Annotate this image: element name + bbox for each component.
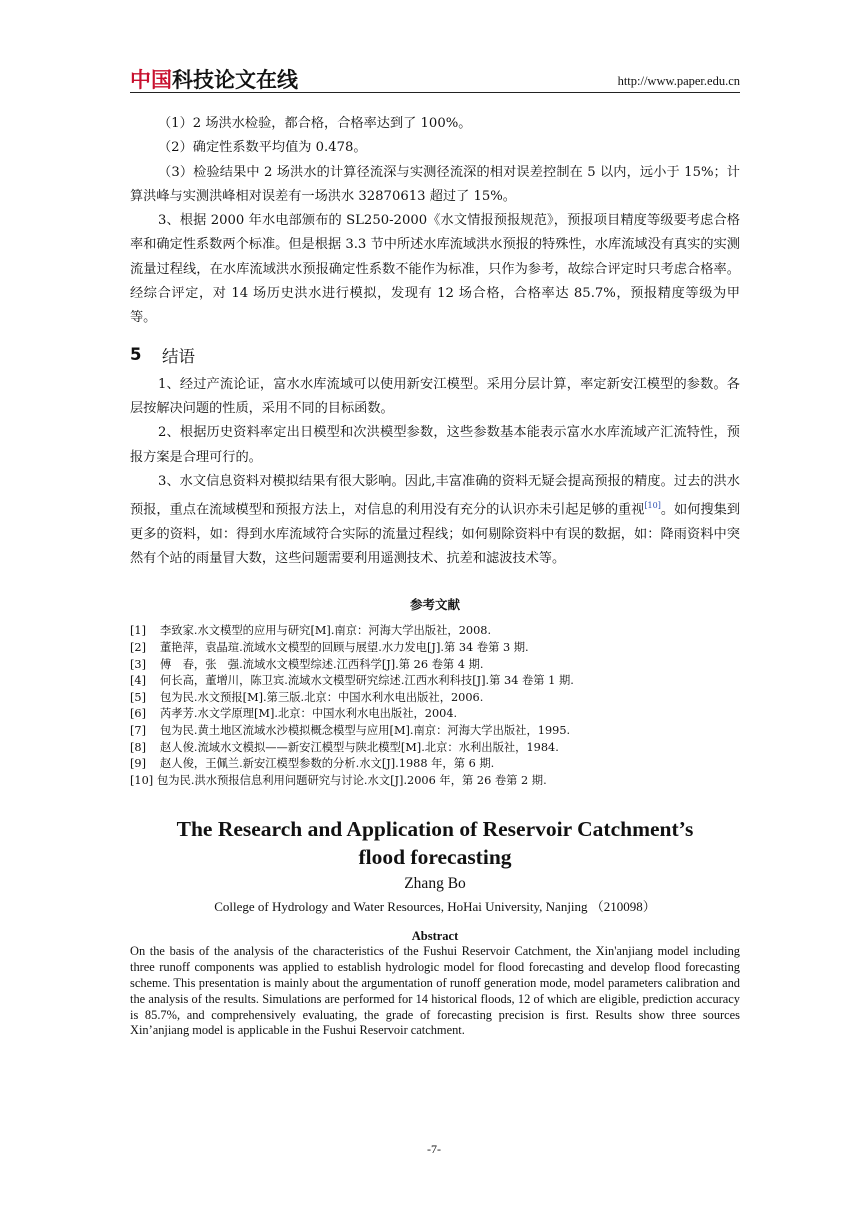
reference-item xyxy=(130,690,740,707)
reference-item xyxy=(130,640,740,657)
citation-link[interactable]: [10] xyxy=(644,501,661,511)
reference-text: 董艳萍，袁晶瑄.流域水文模型的回顾与展望.水力发电[J].第 34 卷第 3 期. xyxy=(160,641,529,655)
reference-text: 傅 春，张 强.流域水文模型综述.江西科学[J].第 26 卷第 4 期. xyxy=(160,657,484,671)
author-name: Zhang Bo xyxy=(404,875,466,893)
reference-item xyxy=(130,623,740,640)
logo-black-text: 科技论文在线 xyxy=(172,68,298,92)
affiliation: College of Hydrology and Water Resources, HoHai University, Nanjing （210098） xyxy=(214,899,656,915)
reference-text: 包为民.黄土地区流域水沙模拟概念模型与应用[M].南京：河海大学出版社，1995. xyxy=(160,724,571,737)
reference-index: [9] xyxy=(130,757,147,771)
reference-text: 包为民.水文预报[M].第三版.北京：中国水利水电出版社，2006. xyxy=(160,690,484,704)
reference-index: [3] xyxy=(130,657,147,671)
abstract-title: Abstract xyxy=(411,929,459,944)
abstract-text: On the basis of the analysis of the characteristics of the Fushui Reservoir Catchment, the Xin'anjiang model including three runoff components was applied to establish hydrologic model for flood forecasting and develop flood forecasting scheme. This presentation is mainly about the argumentation of runoff generation mode, model parameters calibration and the analysis of the results. Simulations are performed for 14 historical floods, 12 of which are eligible, prediction accuracy is 85.7%, and comprehensively evaluating, the grade of forecasting precision is first. Results show three sources Xin’anjiang model is applicable in the Fushui Reservoir catchment. xyxy=(130,944,740,1038)
page-header xyxy=(130,62,740,93)
reference-text: 芮孝芳.水文学原理[M].北京：中国水利水电出版社，2004. xyxy=(160,707,458,721)
reference-index: [5] xyxy=(130,690,147,704)
reference-index: [1] xyxy=(130,624,147,638)
logo-red-text: 中国 xyxy=(130,68,172,92)
reference-index: [10] xyxy=(130,773,154,787)
reference-text: 赵人俊.流域水文模拟——新安江模型与陕北模型[M].北京：水利出版社，1984. xyxy=(160,740,559,754)
reference-text: 包为民.洪水预报信息利用问题研究与讨论.水文[J].2006 年，第 26 卷第 2 期. xyxy=(157,773,547,787)
reference-text: 赵人俊，王佩兰.新安江模型参数的分析.水文[J].1988 年，第 6 期. xyxy=(160,757,495,771)
reference-index: [4] xyxy=(130,674,147,688)
section-heading xyxy=(130,343,740,367)
reference-text: 李致家.水文模型的应用与研究[M].南京：河海大学出版社，2008. xyxy=(160,624,492,638)
result-item-3: （3）检验结果中 2 场洪水的计算径流深与实测径流深的相对误差控制在 5 以内，远小于 15%；计算洪峰与实测洪峰相对误差有一场洪水 32870613 超过了 15%。 xyxy=(130,164,740,204)
conclusion-3 xyxy=(130,470,740,572)
reference-item xyxy=(130,756,740,773)
reference-index: [6] xyxy=(130,707,147,721)
english-title-line-1: The Research and Application of Reservoir Catchment’s xyxy=(176,817,694,842)
references-title: 参考文献 xyxy=(409,597,460,613)
english-title-line-2: flood forecasting xyxy=(358,845,512,870)
header-url[interactable]: http://www.paper.edu.cn xyxy=(617,74,740,88)
section-title: 结语 xyxy=(162,346,195,366)
reference-item xyxy=(130,723,740,740)
result-paragraph-3: 3、根据 2000 年水电部颁布的 SL250-2000《水文情报预报规范》，预报项目精度等级要考虑合格率和确定性系数两个标准。但是根据 3.3 节中所述水库流域洪水预报的特殊性，水库流域没有真实的实测流量过程线，在水库流域洪水预报确定性系数不能作为标准，只作为参考，故综合评定时只考虑合格率。经综合评定，对 14 场历史洪水进行模拟，发现有 12 场合格，合格率达 85.7%，预报精度等级为甲等。 xyxy=(130,213,740,326)
english-title xyxy=(130,815,740,871)
result-item-1: （1）2 场洪水检验，都合格，合格率达到了 100%。 xyxy=(158,116,472,131)
page-number: -7- xyxy=(427,1142,441,1156)
reference-item xyxy=(130,706,740,723)
page-content xyxy=(130,112,740,1039)
reference-index: [2] xyxy=(130,641,147,655)
reference-text: 何长高，董增川，陈卫宾.流域水文模型研究综述.江西水利科技[J].第 34 卷第 1 期. xyxy=(160,674,574,688)
conclusion-3-text: 3、水文信息资料对模拟结果有很大影响。因此,丰富准确的资料无疑会提高预报的精度。过去的洪水预报，重点在流域模型和预报方法上，对信息的利用没有充分的认识亦未引起足够的重视 xyxy=(130,473,740,518)
conclusion-1: 1、经过产流论证，富水水库流域可以使用新安江模型。采用分层计算，率定新安江模型的参数。各层按解决问题的性质，采用不同的目标函数。 xyxy=(130,376,740,416)
result-item-2: （2）确定性系数平均值为 0.478。 xyxy=(158,140,367,156)
conclusion-2: 2、根据历史资料率定出日模型和次洪模型参数，这些参数基本能表示富水水库流域产汇流特性，预报方案是合理可行的。 xyxy=(130,425,740,465)
site-logo xyxy=(130,64,298,94)
conclusion-3-text-after: 。如何搜集到更多的资料，如：得到水库流域符合实际的流量过程线；如何剔除资料中有误的数据，如：降雨资料中突然有个站的雨量冒大数，这些问题需要利用遥测技术、抗差和滤波技术等。 xyxy=(130,502,741,567)
reference-list xyxy=(130,623,740,789)
reference-index: [8] xyxy=(130,740,147,754)
reference-item xyxy=(130,773,740,790)
section-number: 5 xyxy=(130,345,142,365)
reference-item xyxy=(130,673,740,690)
reference-index: [7] xyxy=(130,724,147,737)
reference-item xyxy=(130,740,740,757)
reference-item xyxy=(130,657,740,674)
